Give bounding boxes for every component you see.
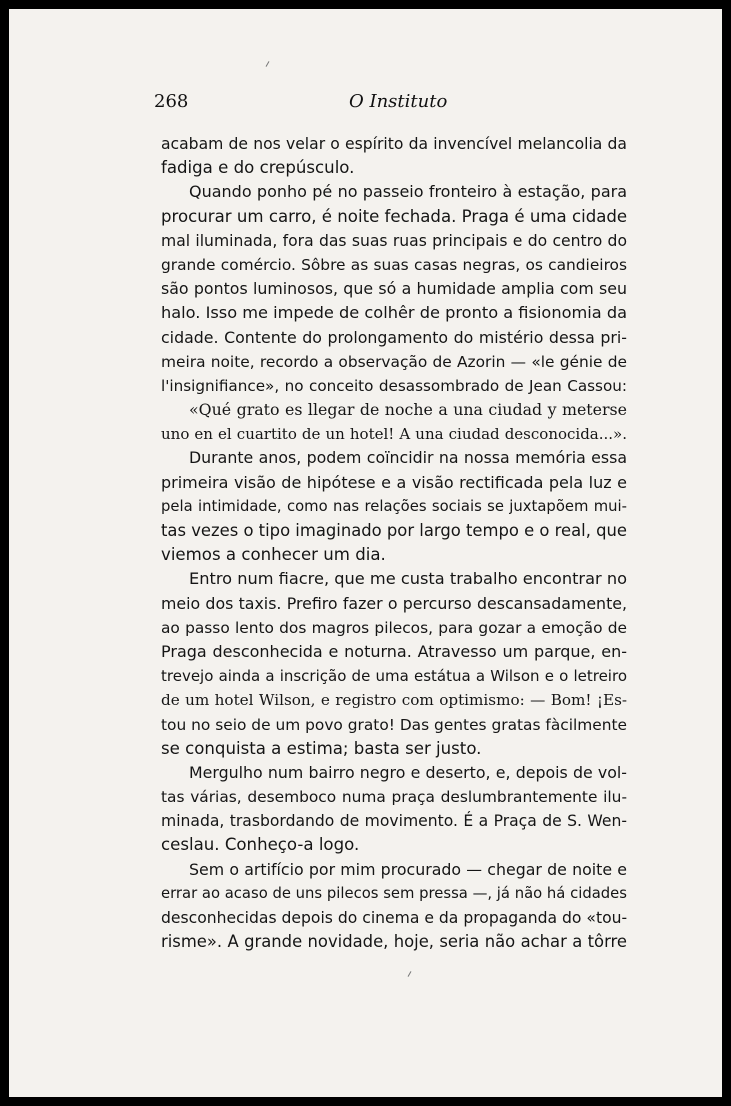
text-line: desconhecidas depois do cinema e da propaganda do «tou-: [161, 909, 628, 927]
text-line: errar ao acaso de uns pilecos sem pressa —, já não há cidades: [161, 884, 627, 902]
text-line: primeira visão de hipótese e a visão rectificada pela luz e: [161, 472, 627, 492]
paper-speck: [408, 971, 412, 977]
text-line: risme». A grande novidade, hoje, seria não achar a tôrre: [161, 932, 627, 952]
text-line: meira noite, recordo a observação de Azorin — «le génie de: [161, 352, 627, 371]
text-line: pela intimidade, como nas relações sociais se juxtapõem mui-: [161, 497, 627, 515]
text-line: tas várias, desemboco numa praça deslumbrantemente ilu-: [161, 788, 627, 807]
text-line: de um hotel Wilson, e registro com optimismo: — Bom! ¡Es-: [161, 691, 627, 710]
text-line: são pontos luminosos, que só a humidade amplia com seu: [161, 279, 627, 299]
text-line: mal iluminada, fora das suas ruas principais e do centro do: [161, 231, 627, 250]
page-number: 268: [154, 91, 189, 112]
text-line: acabam de nos velar o espírito da invencível melancolia da: [161, 135, 627, 153]
text-line: Sem o artifício por mim procurado — chegar de noite e: [189, 859, 627, 879]
paper-speck: [266, 61, 270, 67]
text-line: tou no seio de um povo grato! Das gentes gratas fàcilmente: [161, 715, 627, 734]
text-line: Entro num fiacre, que me custa trabalho encontrar no: [189, 569, 627, 589]
running-title: O Instituto: [349, 91, 448, 112]
text-line: ceslau. Conheço-a logo.: [161, 835, 360, 855]
text-line: cidade. Contente do prolongamento do mistério dessa pri-: [161, 327, 627, 347]
text-line: se conquista a estima; basta ser justo.: [161, 738, 482, 758]
text-line: tas vezes o tipo imaginado por largo tempo e o real, que: [161, 521, 627, 540]
body-text: [161, 132, 627, 954]
quote-line: uno en el cuartito de un hotel! A una ciudad desconocida...».: [161, 425, 627, 444]
text-line: l'insignifiance», no conceito desassombrado de Jean Cassou:: [161, 376, 627, 395]
text-line: trevejo ainda a inscrição de uma estátua a Wilson e o letreiro: [161, 667, 627, 686]
text-line: minada, trasbordando de movimento. É a Praça de S. Wen-: [161, 812, 627, 831]
text-line: Mergulho num bairro negro e deserto, e, depois de vol-: [189, 762, 627, 782]
text-line: fadiga e do crepúsculo.: [161, 158, 355, 178]
text-line: halo. Isso me impede de colhêr de pronto a fisionomia da: [161, 303, 628, 323]
text-line: procurar um carro, é noite fechada. Praga é uma cidade: [161, 206, 628, 226]
text-line: Quando ponho pé no passeio fronteiro à estação, para: [189, 182, 627, 202]
text-line: Praga desconhecida e noturna. Atravesso um parque, en-: [161, 641, 627, 661]
text-line: meio dos taxis. Prefiro fazer o percurso descansadamente,: [161, 593, 627, 613]
text-line: ao passo lento dos magros pilecos, para gozar a emoção de: [161, 618, 627, 637]
text-line: grande comércio. Sôbre as suas casas negras, os candieiros: [161, 255, 627, 274]
book-page: [9, 9, 722, 1097]
text-line: Durante anos, podem coïncidir na nossa memória essa: [189, 448, 627, 468]
text-line: viemos a conhecer um dia.: [161, 545, 386, 565]
quote-line: «Qué grato es llegar de noche a una ciudad y meterse: [189, 400, 627, 420]
